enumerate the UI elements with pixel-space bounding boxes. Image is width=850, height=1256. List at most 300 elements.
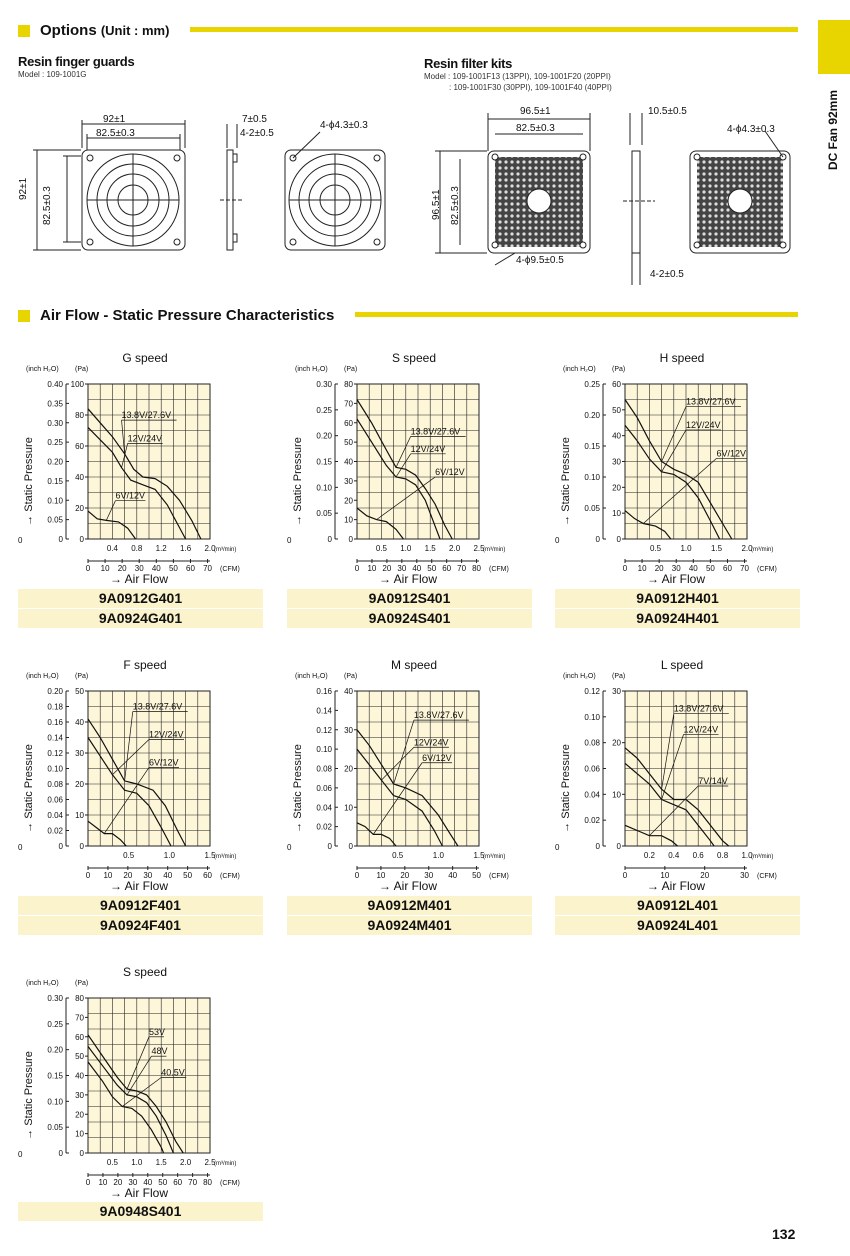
m3-tick-label: 0.4 xyxy=(668,851,680,860)
cfm-tick-label: 20 xyxy=(400,871,410,880)
pa-tick-label: 0 xyxy=(79,842,84,851)
m3-tick-label: 2.5 xyxy=(204,1158,216,1167)
pa-tick-label: 0 xyxy=(348,535,353,544)
pa-tick-label: 80 xyxy=(344,380,353,389)
pa-tick-label: 40 xyxy=(75,1071,84,1081)
series-label: 40.5V xyxy=(161,1067,185,1078)
side-tab xyxy=(818,20,850,74)
inch-tick-label: 0.15 xyxy=(47,476,63,486)
chart-title: S speed xyxy=(122,965,168,979)
m3-tick-label: 1.5 xyxy=(710,544,723,553)
m3-tick-label: 0.5 xyxy=(123,851,135,860)
series-label: 12V/24V xyxy=(686,419,721,430)
series-label: 12V/24V xyxy=(413,737,449,748)
models-l xyxy=(555,896,800,936)
zero-label: 0 xyxy=(18,1150,23,1159)
ff-height-outer: 96.5±1 xyxy=(431,189,442,220)
y-axis-label: → Static Pressure xyxy=(560,744,572,833)
pa-tick-label: 40 xyxy=(75,473,84,482)
chart-svg xyxy=(555,655,815,900)
m3-tick-label: 1.0 xyxy=(400,544,412,553)
cfm-tick-label: 30 xyxy=(671,564,681,573)
chart-title: S speed xyxy=(391,351,437,365)
pa-tick-label: 50 xyxy=(75,1052,84,1062)
cfm-tick-label: 70 xyxy=(203,564,213,573)
chart-title: M speed xyxy=(390,658,438,672)
inch-tick-label: 0.35 xyxy=(47,399,63,409)
pa-tick-label: 0 xyxy=(616,842,621,851)
cfm-tick-label: 30 xyxy=(740,871,750,880)
model-label: 9A0924G401 xyxy=(18,609,263,628)
inch-tick-label: 0.14 xyxy=(47,733,63,743)
models-s xyxy=(287,589,532,629)
cfm-tick-label: 10 xyxy=(100,564,110,573)
series-label: 6V/12V xyxy=(716,448,747,459)
models-g xyxy=(18,589,263,629)
zero-label: 0 xyxy=(18,536,23,545)
pa-tick-label: 20 xyxy=(75,504,84,513)
inch-tick-label: 0.18 xyxy=(47,702,63,712)
y-axis-label: → Static Pressure xyxy=(23,437,35,526)
inch-tick-label: 0 xyxy=(595,842,600,851)
pa-tick-label: 0 xyxy=(348,842,353,851)
cfm-tick-label: 10 xyxy=(367,564,377,573)
model-label: 9A0924L401 xyxy=(555,916,800,935)
unit-m3-label: (m³/min) xyxy=(751,854,774,860)
inch-tick-label: 0 xyxy=(58,842,63,851)
zero-label: 0 xyxy=(287,536,292,545)
chart-title: H speed xyxy=(659,351,705,365)
pa-tick-label: 60 xyxy=(612,380,621,389)
zero-label: 0 xyxy=(287,843,292,852)
inch-tick-label: 0.30 xyxy=(47,994,63,1003)
m3-tick-label: 0.5 xyxy=(375,544,387,553)
unit-pa-label: (Pa) xyxy=(612,673,626,680)
unit-cfm-label: (CFM) xyxy=(489,873,509,880)
m3-tick-label: 1.0 xyxy=(680,544,692,553)
zero-label: 0 xyxy=(555,536,560,545)
unit-m3-label: (m³/min) xyxy=(483,547,506,553)
cfm-tick-label: 40 xyxy=(163,871,173,880)
pa-tick-label: 30 xyxy=(612,457,621,467)
inch-tick-label: 0.05 xyxy=(584,504,600,513)
inch-tick-label: 0.12 xyxy=(584,687,600,696)
pa-tick-label: 60 xyxy=(344,418,353,428)
pa-tick-label: 40 xyxy=(612,431,621,441)
inch-tick-label: 0.15 xyxy=(316,457,332,467)
options-title xyxy=(40,22,169,39)
inch-tick-label: 0.04 xyxy=(47,811,63,820)
m3-tick-label: 1.5 xyxy=(424,544,436,553)
inch-tick-label: 0 xyxy=(58,535,63,544)
models-s48 xyxy=(18,1202,263,1242)
inch-tick-label: 0.14 xyxy=(316,706,332,716)
pa-tick-label: 70 xyxy=(75,1013,84,1023)
model-label: 9A0912M401 xyxy=(287,896,532,915)
inch-tick-label: 0.05 xyxy=(316,509,332,519)
cfm-tick-label: 50 xyxy=(705,564,715,573)
cfm-tick-label: 50 xyxy=(472,871,482,880)
series-label: 48V xyxy=(151,1046,168,1057)
unit-cfm-label: (CFM) xyxy=(757,566,777,573)
pa-tick-label: 10 xyxy=(344,803,353,813)
model-label: 9A0924M401 xyxy=(287,916,532,935)
inch-tick-label: 0.06 xyxy=(47,795,63,805)
unit-inch-label: (inch H₂O) xyxy=(26,366,59,373)
cfm-tick-label: 80 xyxy=(472,564,482,573)
cfm-tick-label: 30 xyxy=(424,871,434,880)
cfm-tick-label: 10 xyxy=(637,564,647,573)
pa-tick-label: 30 xyxy=(75,749,84,758)
inch-tick-label: 0.10 xyxy=(47,496,63,506)
x-axis-label: → Air Flow xyxy=(378,572,438,586)
fg-thickness-inner: 4-2±0.5 xyxy=(240,128,274,139)
y-axis-label: → Static Pressure xyxy=(23,1051,35,1140)
unit-pa-label: (Pa) xyxy=(612,366,626,373)
model-label: 9A0912S401 xyxy=(287,589,532,608)
airflow-title: Air Flow - Static Pressure Characteristics xyxy=(40,307,335,324)
inch-tick-label: 0.15 xyxy=(584,442,600,451)
inch-tick-label: 0 xyxy=(595,535,600,544)
pa-tick-label: 30 xyxy=(344,725,353,735)
cfm-tick-label: 60 xyxy=(442,564,452,573)
cfm-tick-label: 50 xyxy=(158,1178,168,1187)
pa-tick-label: 20 xyxy=(75,1110,84,1120)
inch-tick-label: 0.10 xyxy=(316,745,332,755)
inch-tick-label: 0.25 xyxy=(47,1019,63,1029)
m3-tick-label: 2.0 xyxy=(180,1158,192,1167)
inch-tick-label: 0 xyxy=(327,535,332,544)
chart-title: F speed xyxy=(123,658,167,672)
m3-tick-label: 0.5 xyxy=(392,851,404,860)
pa-tick-label: 10 xyxy=(612,790,621,800)
ff-width-outer: 96.5±1 xyxy=(520,106,551,117)
inch-tick-label: 0.12 xyxy=(316,725,332,735)
cfm-tick-label: 0 xyxy=(85,564,91,573)
m3-tick-label: 0.8 xyxy=(131,544,143,553)
unit-cfm-label: (CFM) xyxy=(489,566,509,573)
cfm-tick-label: 60 xyxy=(173,1178,183,1187)
inch-tick-label: 0.25 xyxy=(584,380,600,389)
cfm-tick-label: 50 xyxy=(427,564,437,573)
unit-pa-label: (Pa) xyxy=(75,673,89,680)
m3-tick-label: 1.2 xyxy=(155,544,167,553)
series-label: 12V/24V xyxy=(127,433,163,444)
pa-tick-label: 10 xyxy=(612,509,621,519)
pa-tick-label: 80 xyxy=(75,994,84,1003)
inch-tick-label: 0.05 xyxy=(47,1123,63,1133)
pa-tick-label: 40 xyxy=(344,457,353,467)
m3-tick-label: 0.5 xyxy=(106,1158,118,1167)
pa-tick-label: 10 xyxy=(75,1129,84,1139)
cfm-tick-label: 40 xyxy=(151,564,161,573)
chart-svg xyxy=(18,348,278,593)
unit-cfm-label: (CFM) xyxy=(757,873,777,880)
series-label: 13.8V/27.6V xyxy=(410,426,461,437)
inch-tick-label: 0.04 xyxy=(584,790,600,800)
side-tab-label: DC Fan 92mm xyxy=(826,89,840,170)
cfm-tick-label: 70 xyxy=(188,1178,198,1187)
inch-tick-label: 0.20 xyxy=(316,431,332,441)
fg-holes: 4-ϕ4.3±0.3 xyxy=(320,120,368,131)
inch-tick-label: 0.30 xyxy=(316,380,332,389)
filter-kits-model-1: Model : 109-1001F13 (13PPI), 109-1001F20 (20PPI) xyxy=(424,72,611,81)
cfm-tick-label: 50 xyxy=(168,564,178,573)
m3-tick-label: 2.0 xyxy=(449,544,461,553)
x-axis-label: → Air Flow xyxy=(109,572,169,586)
pa-tick-label: 30 xyxy=(344,476,353,486)
pa-tick-label: 100 xyxy=(70,380,84,389)
inch-tick-label: 0.08 xyxy=(584,738,600,748)
cfm-tick-label: 40 xyxy=(688,564,698,573)
cfm-tick-label: 30 xyxy=(397,564,407,573)
y-axis-label: → Static Pressure xyxy=(292,437,304,526)
unit-m3-label: (m³/min) xyxy=(214,854,237,860)
cfm-tick-label: 20 xyxy=(113,1178,123,1187)
unit-cfm-label: (CFM) xyxy=(220,566,240,573)
x-axis-label: → Air Flow xyxy=(646,879,706,893)
model-label: 9A0912H401 xyxy=(555,589,800,608)
inch-tick-label: 0.20 xyxy=(47,1045,63,1055)
cfm-tick-label: 70 xyxy=(740,564,750,573)
m3-tick-label: 1.0 xyxy=(741,851,753,860)
x-axis-label: → Air Flow xyxy=(109,1186,169,1200)
cfm-tick-label: 20 xyxy=(117,564,127,573)
cfm-tick-label: 10 xyxy=(376,871,386,880)
y-axis-label: → Static Pressure xyxy=(23,744,35,833)
unit-inch-label: (inch H₂O) xyxy=(563,366,596,373)
inch-tick-label: 0.16 xyxy=(316,687,332,696)
m3-tick-label: 1.0 xyxy=(432,851,444,860)
y-axis-label: → Static Pressure xyxy=(560,437,572,526)
inch-tick-label: 0.05 xyxy=(47,515,63,525)
cfm-tick-label: 10 xyxy=(103,871,113,880)
cfm-tick-label: 0 xyxy=(85,1178,91,1187)
m3-tick-label: 1.5 xyxy=(155,1158,167,1167)
unit-pa-label: (Pa) xyxy=(75,366,89,373)
cfm-tick-label: 30 xyxy=(128,1178,138,1187)
fg-width-outer: 92±1 xyxy=(103,114,126,125)
cfm-tick-label: 40 xyxy=(448,871,458,880)
chart-svg xyxy=(287,655,547,900)
chart-title: L speed xyxy=(660,658,704,672)
section-marker xyxy=(18,310,30,322)
unit-inch-label: (inch H₂O) xyxy=(26,673,59,680)
inch-tick-label: 0.10 xyxy=(47,764,63,774)
series-label: 13.8V/27.6V xyxy=(673,703,724,714)
series-label: 12V/24V xyxy=(410,443,446,454)
unit-pa-label: (Pa) xyxy=(344,673,358,680)
cfm-tick-label: 20 xyxy=(654,564,664,573)
cfm-tick-label: 40 xyxy=(143,1178,153,1187)
inch-tick-label: 0.02 xyxy=(47,826,63,836)
series-label: 53V xyxy=(149,1026,166,1037)
ff-height-inner: 82.5±0.3 xyxy=(450,186,461,225)
pa-tick-label: 50 xyxy=(612,405,621,415)
fg-height-inner: 82.5±0.3 xyxy=(42,186,53,225)
pa-tick-label: 20 xyxy=(612,483,621,493)
pa-tick-label: 50 xyxy=(344,438,353,448)
m3-tick-label: 1.6 xyxy=(180,544,192,553)
pa-tick-label: 70 xyxy=(344,399,353,409)
model-label: 9A0912F401 xyxy=(18,896,263,915)
options-rule xyxy=(190,27,798,32)
series-label: 13.8V/27.6V xyxy=(413,710,464,721)
series-label: 6V/12V xyxy=(149,757,179,768)
pa-tick-label: 20 xyxy=(344,496,353,506)
inch-tick-label: 0 xyxy=(327,842,332,851)
ff-thickness-inner: 4-2±0.5 xyxy=(650,269,684,280)
fg-thickness: 7±0.5 xyxy=(242,114,267,125)
pa-tick-label: 20 xyxy=(344,764,353,774)
zero-label: 0 xyxy=(18,843,23,852)
cfm-tick-label: 50 xyxy=(183,871,193,880)
cfm-tick-label: 0 xyxy=(85,871,91,880)
finger-guards-drawing xyxy=(15,110,405,270)
inch-tick-label: 0.12 xyxy=(47,749,63,758)
unit-inch-label: (inch H₂O) xyxy=(26,980,59,987)
finger-guards-model: Model : 109-1001G xyxy=(18,70,87,79)
unit-m3-label: (m³/min) xyxy=(751,547,774,553)
inch-tick-label: 0.08 xyxy=(47,780,63,789)
chart-svg xyxy=(555,348,815,593)
cfm-tick-label: 60 xyxy=(723,564,732,573)
series-label: 6V/12V xyxy=(115,490,145,501)
airflow-rule xyxy=(355,312,798,317)
pa-tick-label: 30 xyxy=(612,687,621,696)
inch-tick-label: 0.15 xyxy=(47,1071,63,1081)
cfm-tick-label: 40 xyxy=(412,564,422,573)
series-label: 6V/12V xyxy=(422,752,452,763)
inch-tick-label: 0.10 xyxy=(584,712,600,722)
m3-tick-label: 2.5 xyxy=(473,544,485,553)
x-axis-label: → Air Flow xyxy=(109,879,169,893)
series-label: 6V/12V xyxy=(435,467,465,478)
ff-holes: 4-ϕ4.3±0.3 xyxy=(727,124,775,135)
pa-tick-label: 30 xyxy=(75,1090,84,1100)
pa-tick-label: 60 xyxy=(75,442,84,451)
chart-title: G speed xyxy=(122,351,168,365)
fg-height-outer: 92±1 xyxy=(18,177,29,200)
cfm-tick-label: 10 xyxy=(660,871,670,880)
pa-tick-label: 0 xyxy=(79,1149,84,1158)
chart-svg xyxy=(18,655,278,900)
m3-tick-label: 0.4 xyxy=(106,544,118,553)
inch-tick-label: 0.06 xyxy=(584,764,600,774)
cfm-tick-label: 70 xyxy=(457,564,467,573)
filter-kits-title: Resin filter kits xyxy=(424,56,513,71)
cfm-tick-label: 30 xyxy=(134,564,144,573)
options-title-text: Options xyxy=(40,22,97,39)
unit-m3-label: (m³/min) xyxy=(483,854,506,860)
inch-tick-label: 0.25 xyxy=(47,438,63,448)
inch-tick-label: 0.20 xyxy=(47,457,63,467)
m3-tick-label: 1.5 xyxy=(204,851,216,860)
x-axis-label: → Air Flow xyxy=(378,879,438,893)
pa-tick-label: 20 xyxy=(612,738,621,748)
cfm-tick-label: 60 xyxy=(186,564,195,573)
series-label: 13.8V/27.6V xyxy=(132,701,183,712)
cfm-tick-label: 30 xyxy=(143,871,153,880)
inch-tick-label: 0.25 xyxy=(316,405,332,415)
ff-width-inner: 82.5±0.3 xyxy=(516,123,555,134)
ff-thickness: 10.5±0.5 xyxy=(648,106,687,117)
cfm-tick-label: 20 xyxy=(700,871,710,880)
unit-cfm-label: (CFM) xyxy=(220,1180,240,1187)
inch-tick-label: 0.40 xyxy=(47,380,63,389)
filter-kits-model-2: : 109-1001F30 (30PPI), 109-1001F40 (40PPI) xyxy=(449,83,612,92)
unit-pa-label: (Pa) xyxy=(344,366,358,373)
models-m xyxy=(287,896,532,936)
inch-tick-label: 0.08 xyxy=(316,764,332,774)
m3-tick-label: 0.5 xyxy=(649,544,662,553)
pa-tick-label: 10 xyxy=(344,515,353,525)
finger-guards-title: Resin finger guards xyxy=(18,54,135,69)
cfm-tick-label: 60 xyxy=(203,871,213,880)
options-header xyxy=(18,22,169,39)
inch-tick-label: 0.06 xyxy=(316,783,332,793)
pa-tick-label: 0 xyxy=(616,535,621,544)
cfm-tick-label: 0 xyxy=(354,564,360,573)
unit-m3-label: (m³/min) xyxy=(214,1161,237,1167)
pa-tick-label: 80 xyxy=(75,411,84,420)
m3-tick-label: 1.0 xyxy=(131,1158,143,1167)
unit-cfm-label: (CFM) xyxy=(220,873,240,880)
inch-tick-label: 0.20 xyxy=(584,411,600,420)
pa-tick-label: 20 xyxy=(75,780,84,789)
pa-tick-label: 40 xyxy=(344,687,353,696)
unit-inch-label: (inch H₂O) xyxy=(295,366,328,373)
series-label: 12V/24V xyxy=(149,729,184,740)
m3-tick-label: 0.8 xyxy=(717,851,729,860)
unit-m3-label: (m³/min) xyxy=(214,547,237,553)
inch-tick-label: 0.10 xyxy=(584,473,600,482)
pa-tick-label: 50 xyxy=(75,687,84,696)
chart-svg xyxy=(18,962,278,1207)
fg-width-inner: 82.5±0.3 xyxy=(96,128,135,139)
unit-pa-label: (Pa) xyxy=(75,980,89,987)
ff-screw-holes: 4-ϕ9.5±0.5 xyxy=(516,255,564,266)
model-label: 9A0924S401 xyxy=(287,609,532,628)
cfm-tick-label: 20 xyxy=(123,871,133,880)
inch-tick-label: 0 xyxy=(58,1149,63,1158)
model-label: 9A0912L401 xyxy=(555,896,800,915)
pa-tick-label: 0 xyxy=(79,535,84,544)
m3-tick-label: 1.0 xyxy=(163,851,175,860)
cfm-tick-label: 10 xyxy=(98,1178,108,1187)
inch-tick-label: 0.30 xyxy=(47,418,63,428)
options-unit: (Unit : mm) xyxy=(100,23,170,38)
m3-tick-label: 2.0 xyxy=(204,544,216,553)
cfm-tick-label: 20 xyxy=(382,564,392,573)
inch-tick-label: 0.10 xyxy=(316,483,332,493)
models-h xyxy=(555,589,800,629)
model-label: 9A0912G401 xyxy=(18,589,263,608)
pa-tick-label: 60 xyxy=(75,1032,84,1042)
inch-tick-label: 0.02 xyxy=(316,822,332,832)
cfm-tick-label: 0 xyxy=(622,564,628,573)
section-marker xyxy=(18,25,30,37)
cfm-tick-label: 80 xyxy=(203,1178,213,1187)
model-label: 9A0924H401 xyxy=(555,609,800,628)
chart-svg xyxy=(287,348,547,593)
series-label: 13.8V/27.6V xyxy=(121,410,172,421)
inch-tick-label: 0.10 xyxy=(47,1097,63,1107)
inch-tick-label: 0.16 xyxy=(47,718,63,727)
y-axis-label: → Static Pressure xyxy=(292,744,304,833)
x-axis-label: → Air Flow xyxy=(646,572,706,586)
m3-tick-label: 0.6 xyxy=(692,851,704,860)
